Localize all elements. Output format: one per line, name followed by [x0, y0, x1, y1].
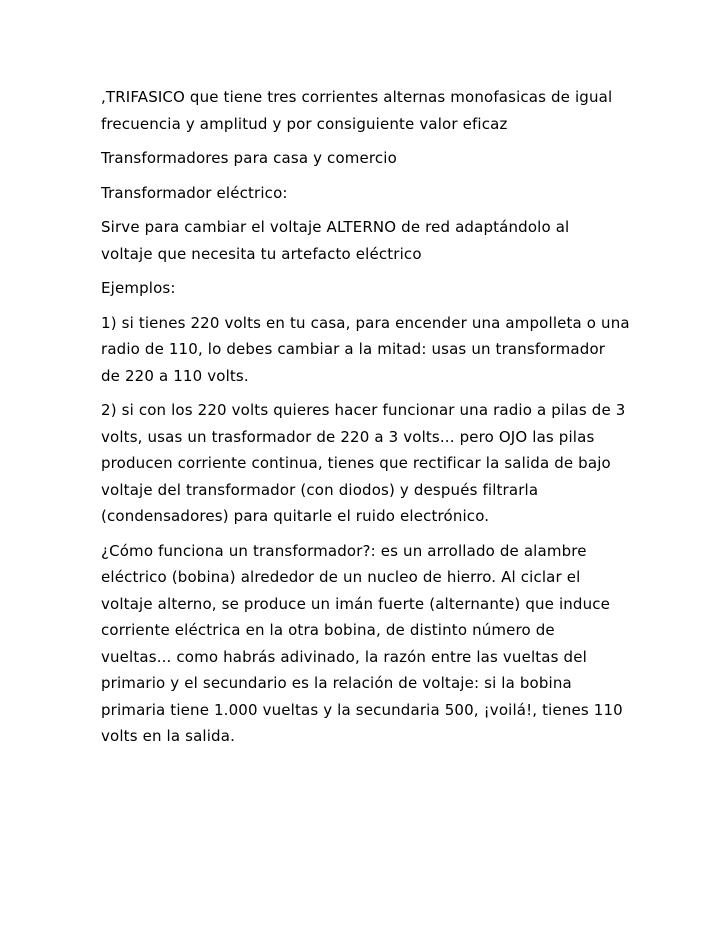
paragraph-heading-transformador-electrico	[101, 180, 661, 207]
text-line: 2) si con los 220 volts quieres hacer funcionar una radio a pilas de 3	[101, 401, 626, 419]
text-line: (condensadores) para quitarle el ruido electrónico.	[101, 507, 490, 525]
paragraph-example-2	[101, 397, 661, 530]
text-line: 1) si tienes 220 volts en tu casa, para encender una ampolleta o una	[101, 313, 630, 332]
text-line: voltaje que necesita tu artefacto eléctrico	[101, 244, 422, 263]
text-line: voltaje del transformador (con diodos) y después filtrarla	[101, 480, 539, 499]
text-line: vueltas... como habrás adivinado, la razón entre las vueltas del	[101, 647, 587, 666]
text-line: ,TRIFASICO que tiene tres corrientes alternas monofasicas de igual	[101, 88, 613, 106]
text-line: primaria tiene 1.000 vueltas y la secundaria 500, ¡voilá!, tienes 110	[101, 700, 623, 719]
text-line: producen corriente continua, tienes que rectificar la salida de bajo	[101, 454, 611, 472]
text-line: de 220 a 110 volts.	[101, 366, 249, 385]
paragraph-heading-transformadores	[101, 145, 661, 172]
text-line: Transformador eléctrico:	[101, 183, 288, 202]
text-line: primario y el secundario es la relación de voltaje: si la bobina	[101, 674, 572, 692]
text-line: radio de 110, lo debes cambiar a la mitad: usas un transformador	[101, 340, 606, 358]
text-line: frecuencia y amplitud y por consiguiente valor eficaz	[101, 114, 508, 133]
paragraph-como-funciona	[101, 538, 661, 750]
paragraph-example-1	[101, 310, 661, 390]
text-line: eléctrico (bobina) alrededor de un nucleo de hierro. Al ciclar el	[101, 568, 581, 586]
text-line: corriente eléctrica en la otra bobina, de distinto número de	[101, 621, 555, 639]
paragraph-trifasico	[101, 84, 661, 137]
text-line: volts, usas un trasformador de 220 a 3 volts... pero OJO las pilas	[101, 427, 595, 446]
paragraph-ejemplos	[101, 275, 661, 302]
text-line: ¿Cómo funciona un transformador?: es un arrollado de alambre	[101, 541, 587, 560]
document-body	[101, 84, 661, 758]
text-line: volts en la salida.	[101, 727, 235, 745]
text-line: Ejemplos:	[101, 279, 176, 297]
text-line: Transformadores para casa y comercio	[101, 149, 397, 167]
paragraph-sirve	[101, 214, 661, 267]
text-line: voltaje alterno, se produce un imán fuerte (alternante) que induce	[101, 594, 611, 613]
text-line: Sirve para cambiar el voltaje ALTERNO de red adaptándolo al	[101, 218, 570, 236]
